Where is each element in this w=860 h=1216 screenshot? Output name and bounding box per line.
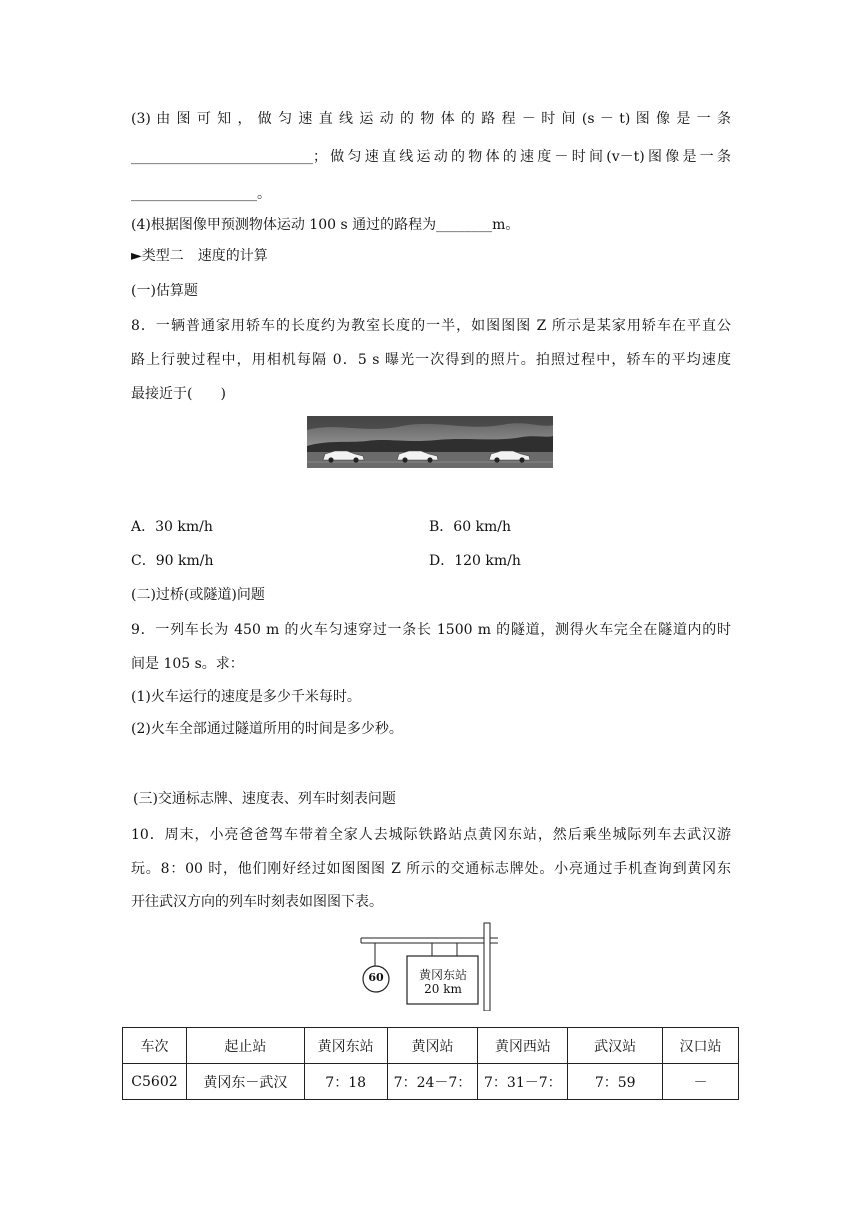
q8-line-2: 路上行驶过程中，用相机每隔 0．5 s 曝光一次得到的照片。拍照过程中，轿车的平均速度 [131, 352, 731, 368]
cell-hankou: － [663, 1064, 739, 1100]
q9-line-2: 间是 105 s。求： [131, 656, 244, 672]
header-wuhan: 武汉站 [568, 1028, 663, 1064]
q8-line-1: 8．一辆普通家用轿车的长度约为教室长度的一半，如图图图 Z 所示是某家用轿车在平直公 [131, 318, 731, 334]
table-row [123, 1064, 739, 1100]
q9-line-4: (2)火车全部通过隧道所用的时间是多少秒。 [131, 721, 403, 737]
cell-wuhan: 7：59 [568, 1064, 663, 1100]
header-huanggang: 黄冈站 [387, 1028, 478, 1064]
header-huanggang-east: 黄冈东站 [304, 1028, 387, 1064]
cell-huanggang-west: 7：31－7： [478, 1064, 568, 1100]
sign-station-name: 黄冈东站 [418, 968, 467, 982]
type2-heading: ►类型二 速度的计算 [131, 248, 268, 264]
q9-line-3: (1)火车运行的速度是多少千米每时。 [131, 689, 361, 705]
header-huanggang-west: 黄冈西站 [478, 1028, 568, 1064]
q10-line-3: 开往武汉方向的列车时刻表如图图下表。 [131, 894, 383, 910]
section-bridge-tunnel: (二)过桥(或隧道)问题 [131, 587, 265, 603]
car-photo-graphic [307, 416, 553, 468]
car-photo [307, 416, 553, 468]
q3-line-2: __________________________；做匀速直线运动的物体的速度－时间(v－t)图像是一条 [131, 149, 731, 165]
sign-distance: 20 km [424, 982, 462, 996]
traffic-sign-figure [355, 921, 505, 1011]
cell-huanggang: 7：24－7： [387, 1064, 478, 1100]
table-header-row [123, 1028, 739, 1064]
q9-line-1: 9．一列车长为 450 m 的火车匀速穿过一条长 1500 m 的隧道，测得火车完全在隧道内的时 [131, 622, 731, 638]
train-timetable [122, 1027, 739, 1100]
cell-huanggang-east: 7：18 [304, 1064, 387, 1100]
q3-line-3: __________________。 [131, 186, 271, 202]
q8-line-3: 最接近于( ) [131, 386, 226, 402]
speed-limit-value: 60 [368, 971, 384, 984]
header-train-no: 车次 [123, 1028, 187, 1064]
cell-route: 黄冈东－武汉 [186, 1064, 304, 1100]
q3-line-1: (3) 由 图 可 知 ， 做 匀 速 直 线 运 动 的 物 体 的 路 程 － 时 间 (s － t) 图 像 是 一 条 [131, 111, 731, 127]
q10-line-1: 10．周末，小亮爸爸驾车带着全家人去城际铁路站点黄冈东站，然后乘坐城际列车去武汉游 [131, 827, 731, 843]
option-d: D．120 km/h [429, 553, 521, 569]
header-route: 起止站 [186, 1028, 304, 1064]
cell-train-no: C5602 [123, 1064, 187, 1100]
q4-line: (4)根据图像甲预测物体运动 100 s 通过的路程为________m。 [131, 217, 520, 233]
header-hankou: 汉口站 [663, 1028, 739, 1064]
option-c: C．90 km/h [131, 553, 214, 569]
option-a: A．30 km/h [131, 519, 213, 535]
q10-line-2: 玩。8：00 时，他们刚好经过如图图图 Z 所示的交通标志牌处。小亮通过手机查询到黄冈东 [131, 861, 731, 877]
section-traffic: (三)交通标志牌、速度表、列车时刻表问题 [133, 791, 396, 807]
section-estimation: (一)估算题 [131, 283, 198, 299]
option-b: B．60 km/h [429, 519, 512, 535]
